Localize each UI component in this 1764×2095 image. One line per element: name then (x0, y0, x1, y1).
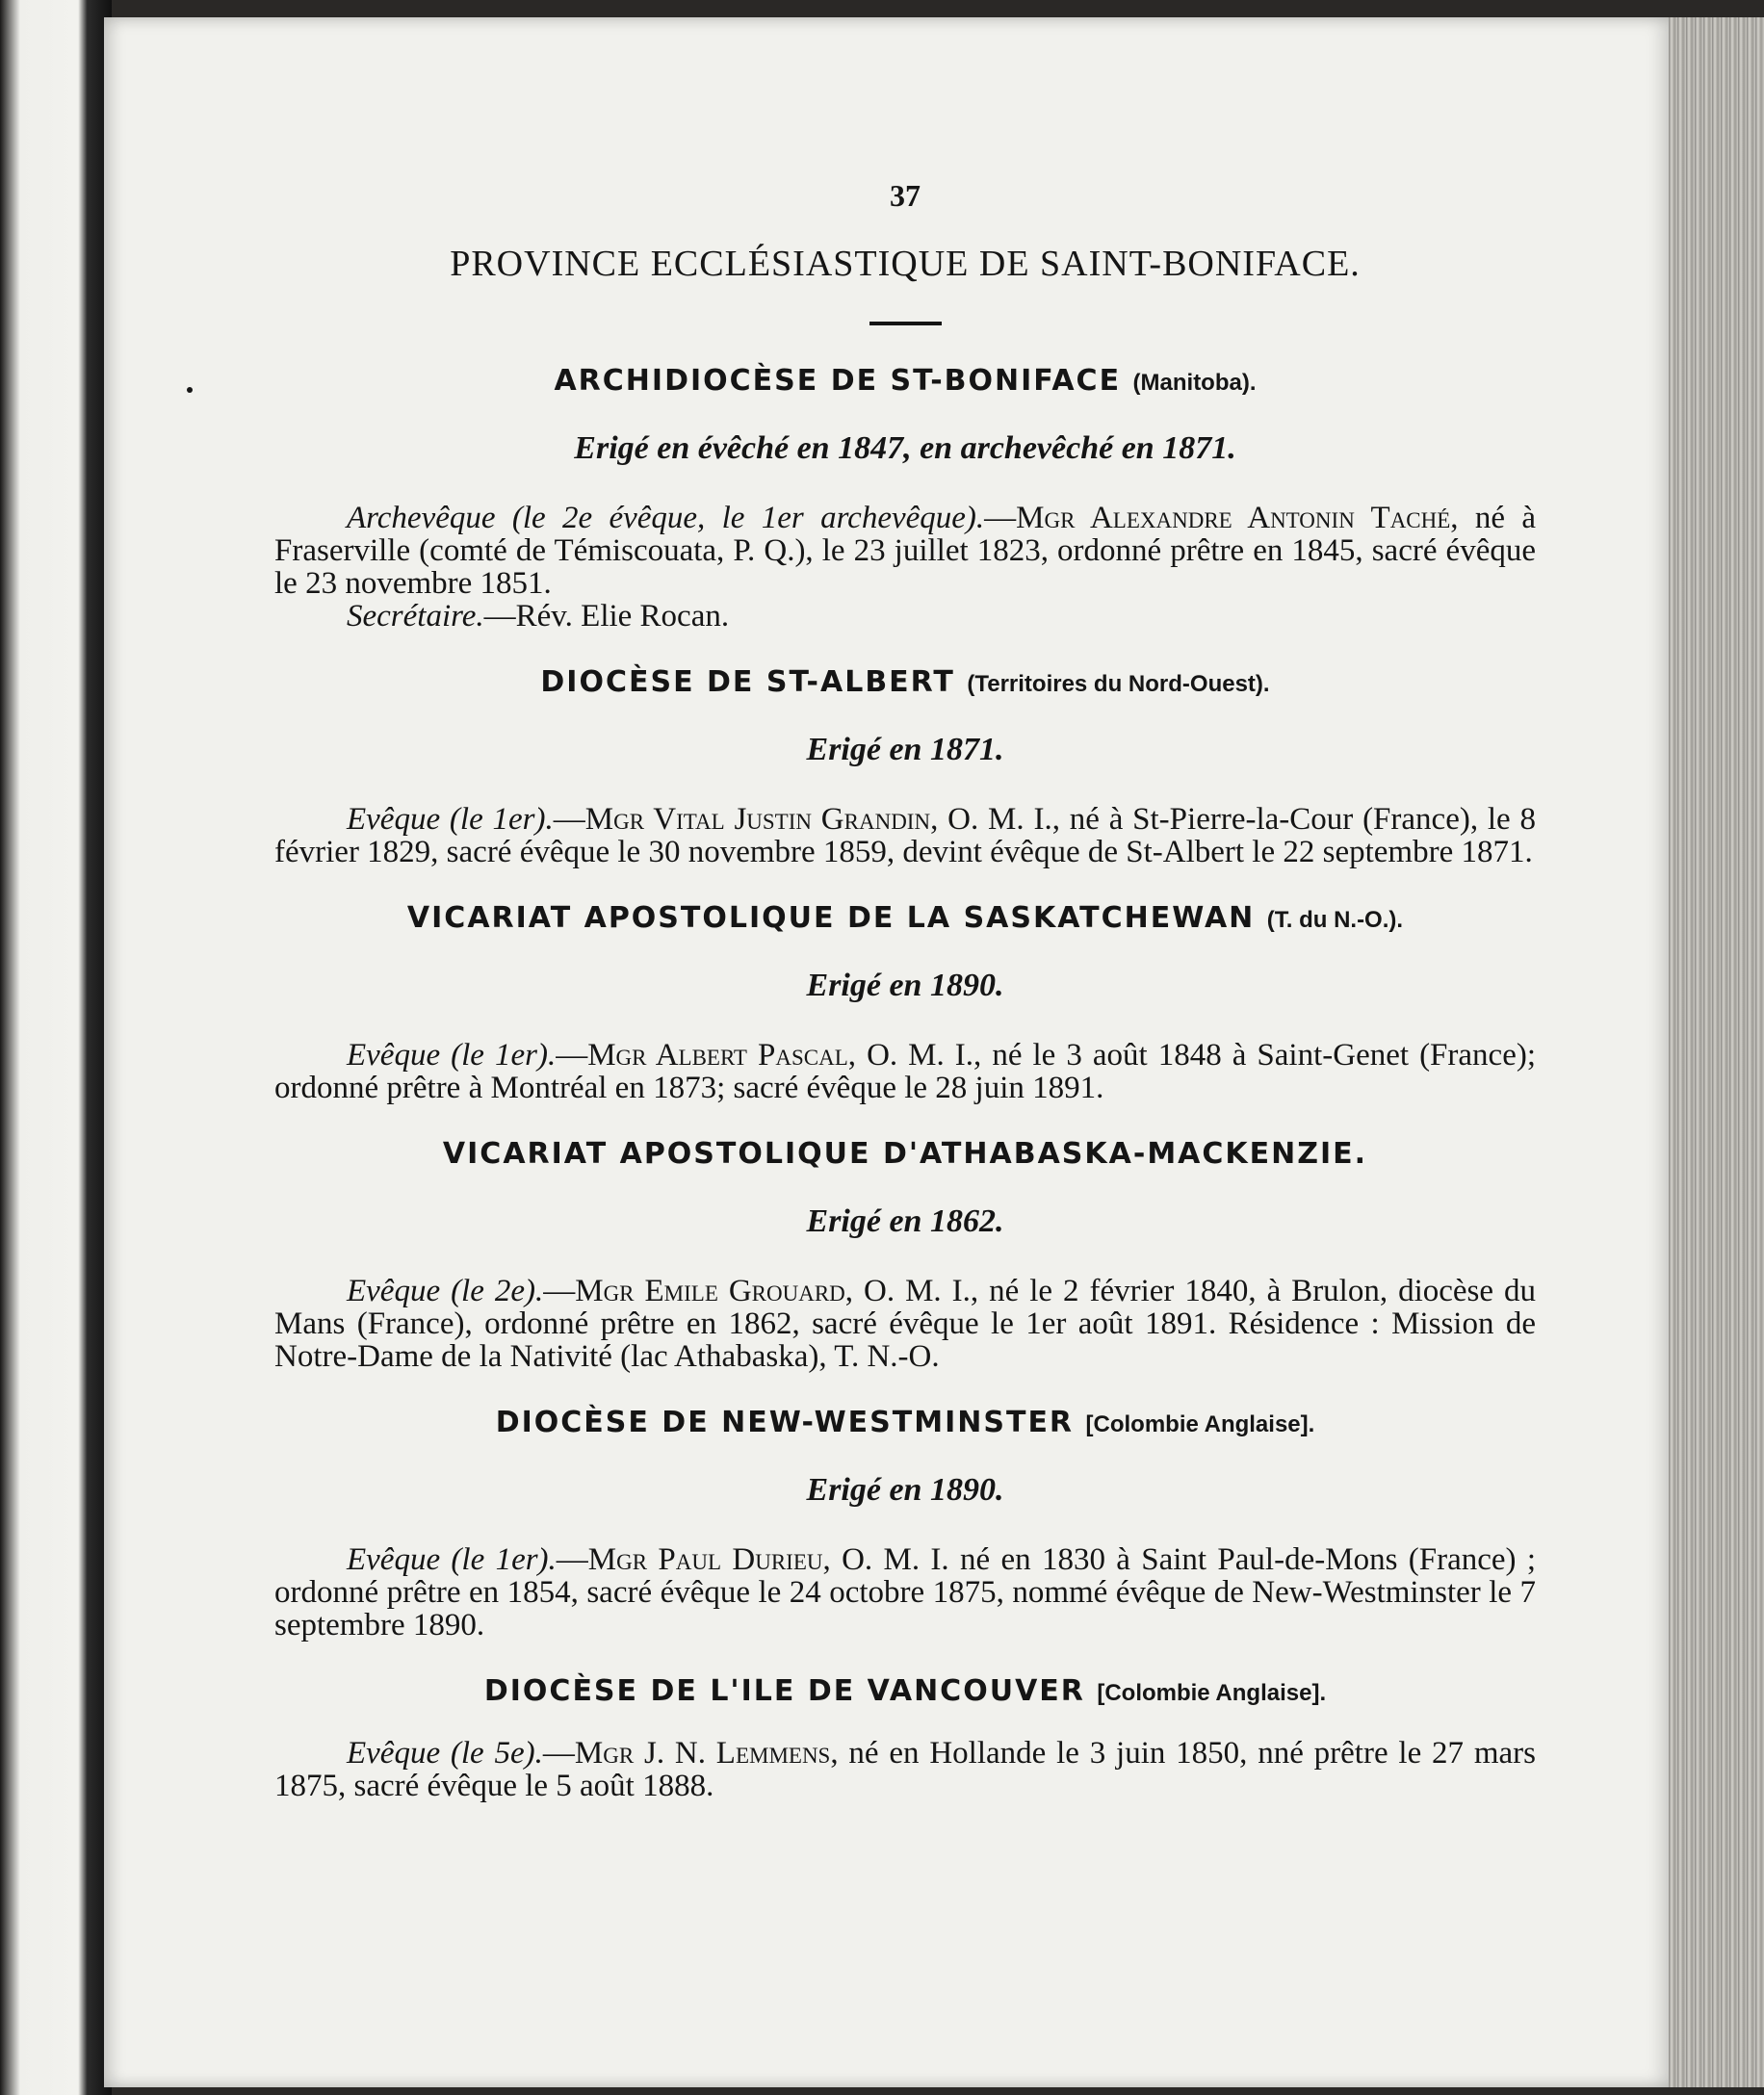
erection-line (274, 1203, 1536, 1240)
heading-text: DIOCÈSE DE NEW-WESTMINSTER (495, 1406, 1075, 1439)
erection-line (274, 968, 1536, 1004)
entry-details: O. M. I., né à St-Pierre-la-Cour (France), le 8 février 1829, sacré évêque le 30 novembre 1859, devint évêque de St-Albert le 22 septembre 1871. (274, 802, 1537, 869)
erection-text: Erigé en 1871. (806, 732, 1004, 767)
heading-text: DIOCÈSE DE ST-ALBERT (540, 665, 955, 699)
secretary-role: Secrétaire. (347, 599, 484, 634)
entry-role: Evêque (le 1er). (347, 1542, 557, 1577)
heading-region: (Manitoba). (1132, 370, 1257, 396)
entry-details: O. M. I., né le 3 août 1848 à Saint-Genet (France); ordonné prêtre à Montréal en 1873; sacré évêque le 28 juin 1891. (274, 1038, 1537, 1105)
entry-role: Evêque (le 1er). (347, 1038, 557, 1073)
heading-text: VICARIAT APOSTOLIQUE DE LA SASKATCHEWAN (406, 901, 1256, 935)
bishop-entry (274, 1737, 1536, 1802)
erection-line (274, 430, 1536, 467)
entry-details: né à Fraserville (comté de Témiscouata, P. Q.), le 23 juillet 1823, ordonné prêtre en 1845, sacré évêque le 23 novembre 1851. (274, 501, 1537, 601)
secretary-entry (274, 600, 1536, 633)
secretary-name: —Rév. Elie Rocan. (483, 599, 730, 634)
erection-line (274, 732, 1536, 768)
entry-prelate: —Mgr Paul Durieu, (556, 1542, 831, 1577)
book-spine-edge (0, 0, 112, 2095)
section-heading-saskatchewan (274, 901, 1536, 935)
entry-role: Evêque (le 5e). (347, 1736, 543, 1771)
erection-text: Erigé en 1862. (806, 1203, 1004, 1239)
province-title: PROVINCE ECCLÉSIASTIQUE DE SAINT-BONIFACE. (450, 244, 1361, 284)
entry-prelate: —Mgr Albert Pascal, (556, 1038, 857, 1073)
erection-text: Erigé en 1890. (806, 1472, 1004, 1508)
entry-prelate: —Mgr Alexandre Antonin Taché, (984, 501, 1459, 535)
bishop-entry (274, 1039, 1536, 1104)
bishop-entry (274, 1543, 1536, 1642)
section-heading-athabaska (274, 1137, 1536, 1171)
heading-text: VICARIAT APOSTOLIQUE D'ATHABASKA-MACKENZIE. (442, 1137, 1368, 1171)
erection-text: Erigé en 1890. (806, 968, 1004, 1003)
erection-line (274, 1472, 1536, 1509)
bishop-entry (274, 502, 1536, 600)
heading-text: ARCHIDIOCÈSE DE ST-BONIFACE (554, 364, 1122, 398)
heading-region: (T. du N.-O.). (1266, 907, 1404, 933)
entry-details: O. M. I., né le 2 février 1840, à Brulon, diocèse du Mans (France), ordonné prêtre en 1862, sacré évêque le 1er août 1891. Résidence : Mission de Notre-Dame de la Nativité (lac Athabaska), T. N.-O. (274, 1274, 1536, 1374)
heading-region: (Territoires du Nord-Ouest). (967, 671, 1270, 697)
entry-prelate: —Mgr Vital Justin Grandin, (553, 802, 939, 837)
entry-role: Evêque (le 2e). (347, 1274, 544, 1308)
section-heading-new-westminster (274, 1406, 1536, 1439)
title-rule (869, 322, 942, 325)
erection-text-b: en archevêché en 1871. (920, 430, 1236, 466)
bishop-entry (274, 1275, 1536, 1373)
entry-role: Archevêque (le 2e évêque, le 1er archevêque). (347, 501, 985, 535)
section-heading-vancouver (274, 1674, 1536, 1708)
heading-region: [Colombie Anglaise]. (1085, 1411, 1315, 1437)
stray-mark (187, 387, 193, 393)
page-content (274, 178, 1536, 1802)
section-heading-st-albert (274, 665, 1536, 699)
entry-prelate: —Mgr J. N. Lemmens, (542, 1736, 839, 1771)
heading-text: DIOCÈSE DE L'ILE DE VANCOUVER (483, 1674, 1085, 1708)
section-heading-st-boniface (274, 364, 1536, 398)
entry-details: né en Hollande le 3 juin 1850, nné prêtre le 27 mars 1875, sacré évêque le 5 août 1888. (274, 1736, 1536, 1803)
entry-role: Evêque (le 1er). (347, 802, 554, 837)
heading-region: [Colombie Anglaise]. (1097, 1680, 1327, 1706)
entry-prelate: —Mgr Emile Grouard, (543, 1274, 854, 1308)
bishop-entry (274, 803, 1536, 868)
erection-text-a: Erigé en évêché en 1847, (574, 430, 912, 466)
page-number: 37 (890, 178, 921, 213)
page-stack-edge (1669, 17, 1764, 2087)
entry-details: O. M. I. né en 1830 à Saint Paul-de-Mons (France) ; ordonné prêtre en 1854, sacré évêque le 24 octobre 1875, nommé évêque de New-Westminster le 7 septembre 1890. (274, 1542, 1537, 1642)
